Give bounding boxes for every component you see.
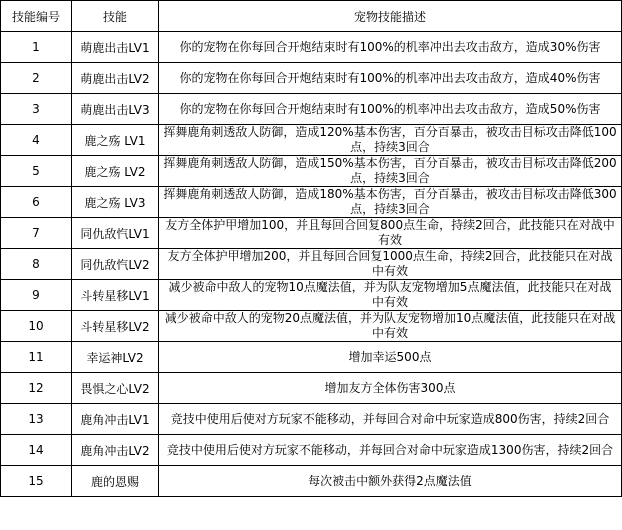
table-row xyxy=(1,94,622,125)
skill-name-cell: 萌鹿出击LV1 xyxy=(72,32,159,63)
table-row xyxy=(1,32,622,63)
skill-desc-cell: 友方全体护甲增加200，并且每回合回复1000点生命，持续2回合，此技能只在对战中有效 xyxy=(159,249,622,280)
skill-id-cell: 13 xyxy=(1,404,72,435)
table-row xyxy=(1,156,622,187)
table-row xyxy=(1,435,622,466)
skill-desc-cell: 你的宠物在你每回合开炮结束时有100%的机率冲出去攻击敌方，造成40%伤害 xyxy=(159,63,622,94)
table-row xyxy=(1,249,622,280)
skill-desc-cell: 每次被击中额外获得2点魔法值 xyxy=(159,466,622,497)
skill-desc-cell: 增加幸运500点 xyxy=(159,342,622,373)
skill-id-cell: 10 xyxy=(1,311,72,342)
skill-desc-cell: 挥舞鹿角刺透敌人防御，造成120%基本伤害，百分百暴击，被攻击目标攻击降低100点，持续3回合 xyxy=(159,125,622,156)
skill-name-cell: 同仇敌忾LV2 xyxy=(72,249,159,280)
skill-name-cell: 萌鹿出击LV2 xyxy=(72,63,159,94)
skill-name-cell: 萌鹿出击LV3 xyxy=(72,94,159,125)
skill-id-cell: 11 xyxy=(1,342,72,373)
skill-name-cell: 畏惧之心LV2 xyxy=(72,373,159,404)
table-row xyxy=(1,187,622,218)
skill-desc-cell: 竞技中使用后使对方玩家不能移动，并每回合对命中玩家造成800伤害，持续2回合 xyxy=(159,404,622,435)
skill-name-cell: 幸运神LV2 xyxy=(72,342,159,373)
header-row xyxy=(1,1,622,32)
skill-id-cell: 3 xyxy=(1,94,72,125)
skill-name-cell: 鹿之殇 LV1 xyxy=(72,125,159,156)
skill-name-cell: 鹿角冲击LV1 xyxy=(72,404,159,435)
skill-name-cell: 斗转星移LV1 xyxy=(72,280,159,311)
table-row xyxy=(1,125,622,156)
skill-id-cell: 2 xyxy=(1,63,72,94)
skill-id-cell: 14 xyxy=(1,435,72,466)
skill-id-cell: 12 xyxy=(1,373,72,404)
skill-id-cell: 6 xyxy=(1,187,72,218)
skill-id-cell: 15 xyxy=(1,466,72,497)
header-skill-id: 技能编号 xyxy=(1,1,72,32)
table-row xyxy=(1,311,622,342)
skill-desc-cell: 竞技中使用后使对方玩家不能移动，并每回合对命中玩家造成1300伤害，持续2回合 xyxy=(159,435,622,466)
skill-name-cell: 鹿之殇 LV3 xyxy=(72,187,159,218)
table-row xyxy=(1,63,622,94)
table-row xyxy=(1,218,622,249)
table-row xyxy=(1,280,622,311)
skill-id-cell: 9 xyxy=(1,280,72,311)
skill-id-cell: 5 xyxy=(1,156,72,187)
skill-desc-cell: 挥舞鹿角刺透敌人防御，造成180%基本伤害，百分百暴击，被攻击目标攻击降低300点，持续3回合 xyxy=(159,187,622,218)
skill-desc-cell: 挥舞鹿角刺透敌人防御，造成150%基本伤害，百分百暴击，被攻击目标攻击降低200点，持续3回合 xyxy=(159,156,622,187)
table-row xyxy=(1,342,622,373)
table-row xyxy=(1,466,622,497)
skill-desc-cell: 减少被命中敌人的宠物20点魔法值，并为队友宠物增加10点魔法值，此技能只在对战中有效 xyxy=(159,311,622,342)
skill-id-cell: 8 xyxy=(1,249,72,280)
skill-desc-cell: 减少被命中敌人的宠物10点魔法值，并为队友宠物增加5点魔法值，此技能只在对战中有效 xyxy=(159,280,622,311)
skill-name-cell: 鹿的恩赐 xyxy=(72,466,159,497)
skill-id-cell: 7 xyxy=(1,218,72,249)
skill-desc-cell: 你的宠物在你每回合开炮结束时有100%的机率冲出去攻击敌方，造成50%伤害 xyxy=(159,94,622,125)
table-body xyxy=(1,32,622,497)
skill-id-cell: 4 xyxy=(1,125,72,156)
header-skill-desc: 宠物技能描述 xyxy=(159,1,622,32)
skill-desc-cell: 友方全体护甲增加100，并且每回合回复800点生命，持续2回合，此技能只在对战中有效 xyxy=(159,218,622,249)
skill-desc-cell: 增加友方全体伤害300点 xyxy=(159,373,622,404)
skill-id-cell: 1 xyxy=(1,32,72,63)
table-row xyxy=(1,373,622,404)
header-skill-name: 技能 xyxy=(72,1,159,32)
table-row xyxy=(1,404,622,435)
skill-name-cell: 鹿之殇 LV2 xyxy=(72,156,159,187)
skill-name-cell: 鹿角冲击LV2 xyxy=(72,435,159,466)
skill-desc-cell: 你的宠物在你每回合开炮结束时有100%的机率冲出去攻击敌方，造成30%伤害 xyxy=(159,32,622,63)
skill-name-cell: 斗转星移LV2 xyxy=(72,311,159,342)
skill-name-cell: 同仇敌忾LV1 xyxy=(72,218,159,249)
